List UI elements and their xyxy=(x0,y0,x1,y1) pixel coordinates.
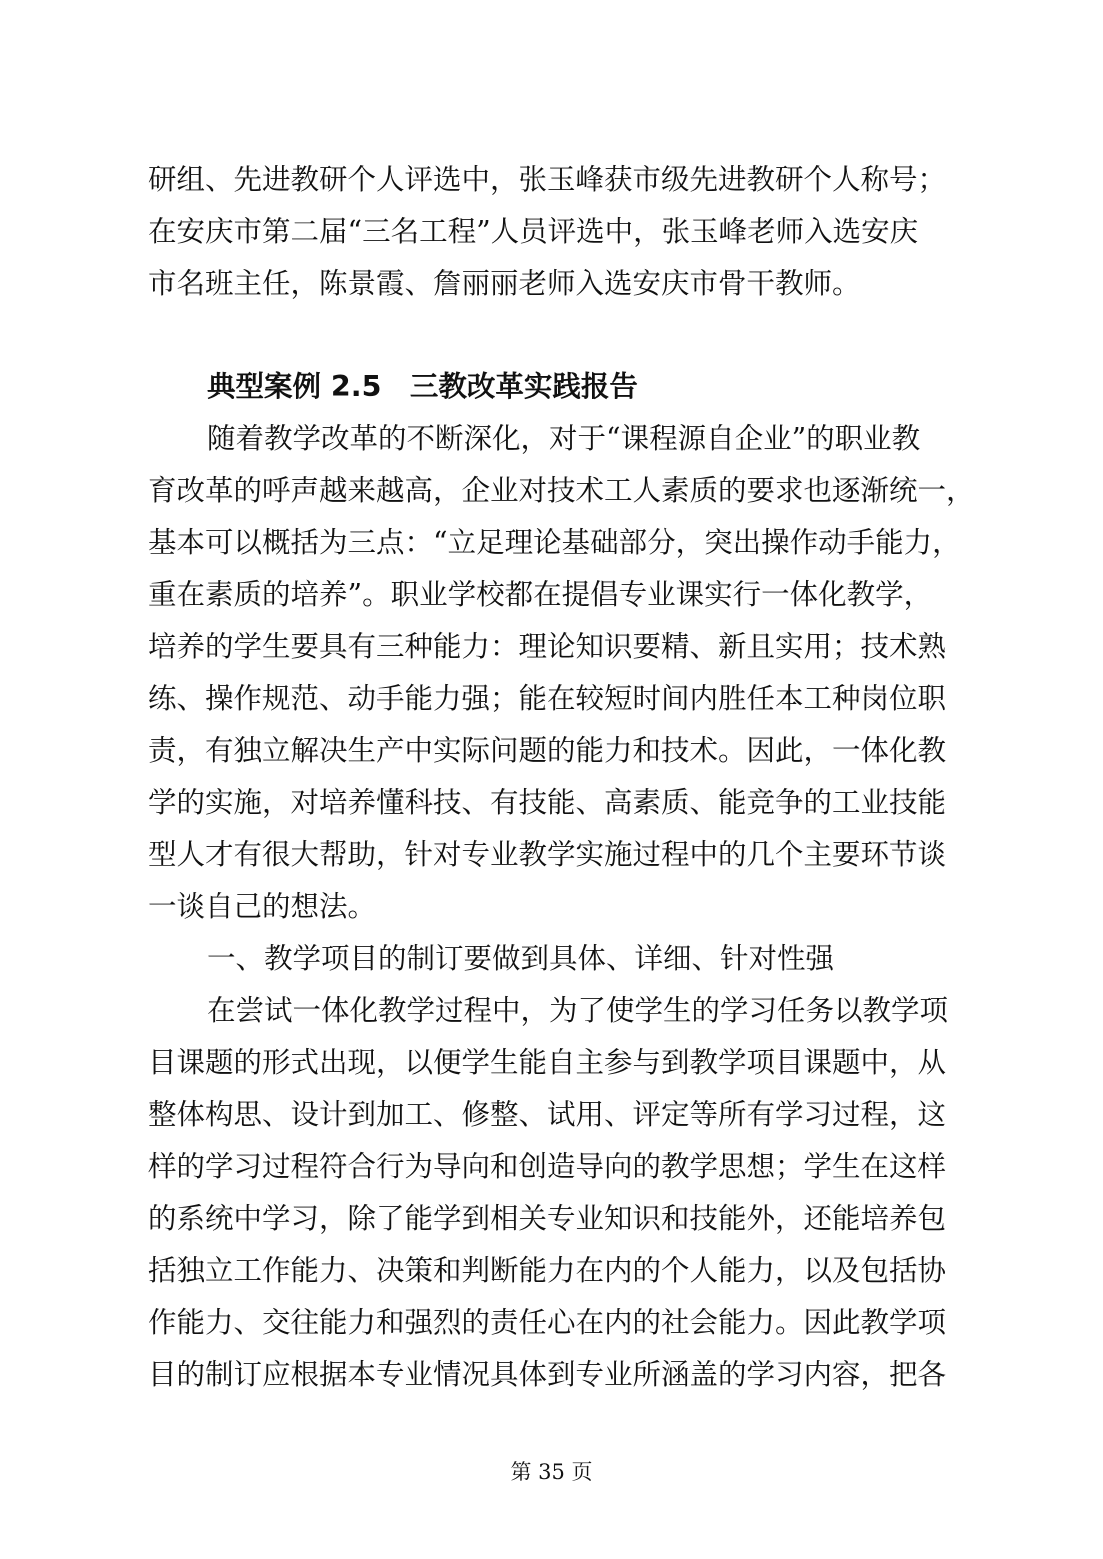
paragraph-line: 整体构思、设计到加工、修整、试用、评定等所有学习过程，这 xyxy=(148,1098,947,1131)
paragraph-line: 随着教学改革的不断深化，对于“课程源自企业”的职业教 xyxy=(207,422,921,455)
paragraph-line: 作能力、交往能力和强烈的责任心在内的社会能力。因此教学项 xyxy=(148,1306,947,1339)
intro-line: 市名班主任，陈景霞、詹丽丽老师入选安庆市骨干教师。 xyxy=(148,267,861,300)
paragraph-line: 基本可以概括为三点：“立足理论基础部分，突出操作动手能力， xyxy=(148,526,961,559)
paragraph-line: 样的学习过程符合行为导向和创造导向的教学思想；学生在这样 xyxy=(148,1150,947,1183)
paragraph-line: 目课题的形式出现，以便学生能自主参与到教学项目课题中，从 xyxy=(148,1046,947,1079)
intro-line: 在安庆市第二届“三名工程”人员评选中，张玉峰老师入选安庆 xyxy=(148,215,919,248)
paragraph-line: 目的制订应根据本专业情况具体到专业所涵盖的学习内容，把各 xyxy=(148,1358,947,1391)
paragraph-line: 一谈自己的想法。 xyxy=(148,890,377,923)
case-heading: 典型案例 2.5 三教改革实践报告 xyxy=(207,370,638,403)
paragraph-line: 重在素质的培养”。职业学校都在提倡专业课实行一体化教学， xyxy=(148,578,933,611)
page-number: 第 35 页 xyxy=(510,1460,593,1484)
paragraph-line: 练、操作规范、动手能力强；能在较短时间内胜任本工种岗位职 xyxy=(148,682,947,715)
section-title: 一、教学项目的制订要做到具体、详细、针对性强 xyxy=(207,942,835,975)
intro-line: 研组、先进教研个人评选中，张玉峰获市级先进教研个人称号； xyxy=(148,163,947,196)
paragraph-line: 型人才有很大帮助，针对专业教学实施过程中的几个主要环节谈 xyxy=(148,838,947,871)
paragraph-line: 在尝试一体化教学过程中，为了使学生的学习任务以教学项 xyxy=(207,994,949,1027)
paragraph-line: 学的实施，对培养懂科技、有技能、高素质、能竞争的工业技能 xyxy=(148,786,947,819)
paragraph-line: 责，有独立解决生产中实际问题的能力和技术。因此，一体化教 xyxy=(148,734,947,767)
paragraph-line: 育改革的呼声越来越高，企业对技术工人素质的要求也逐渐统一， xyxy=(148,474,975,507)
paragraph-line: 的系统中学习，除了能学到相关专业知识和技能外，还能培养包 xyxy=(148,1202,947,1235)
paragraph-line: 培养的学生要具有三种能力：理论知识要精、新且实用；技术熟 xyxy=(148,630,947,663)
paragraph-line: 括独立工作能力、决策和判断能力在内的个人能力，以及包括协 xyxy=(148,1254,947,1287)
